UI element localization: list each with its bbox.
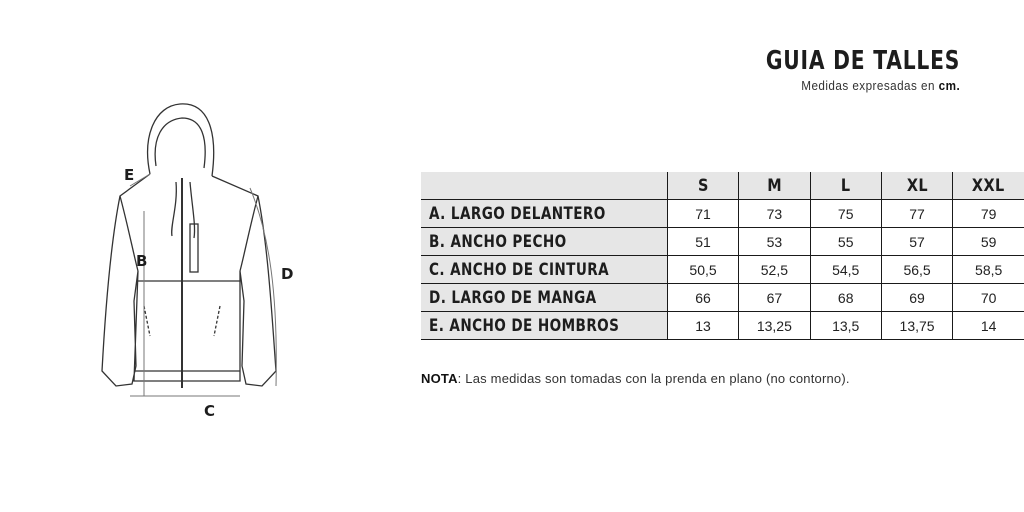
size-header-xxl: XXL: [953, 172, 1024, 200]
table-cell: 13,5: [810, 312, 881, 340]
note: [421, 371, 850, 386]
row-label: C. ANCHO DE CINTURA: [421, 256, 667, 284]
table-cell: 73: [739, 200, 811, 228]
table-cell: 57: [881, 228, 953, 256]
drawstring-left: [172, 182, 177, 236]
table-header-row: [421, 172, 1024, 200]
table-cell: 13: [667, 312, 738, 340]
table-cell: 51: [667, 228, 738, 256]
table-cell: 58,5: [953, 256, 1024, 284]
table-cell: 54,5: [810, 256, 881, 284]
note-prefix: NOTA: [421, 371, 458, 386]
label-e: E: [124, 166, 135, 184]
table-cell: 53: [739, 228, 811, 256]
table-cell: 77: [881, 200, 953, 228]
table-cell: 68: [810, 284, 881, 312]
table-row: [421, 312, 1024, 340]
row-label: B. ANCHO PECHO: [421, 228, 667, 256]
pocket-right: [214, 306, 220, 336]
armhole-right: [240, 196, 258, 271]
size-header-xl: XL: [881, 172, 953, 200]
page-subtitle: [736, 78, 960, 93]
table-cell: 69: [881, 284, 953, 312]
size-header-s: S: [667, 172, 738, 200]
label-b: B: [136, 252, 148, 270]
note-text: : Las medidas son tomadas con la prenda en plano (no contorno).: [457, 371, 850, 386]
table-cell: 71: [667, 200, 738, 228]
row-label: D. LARGO DE MANGA: [421, 284, 667, 312]
table-row: [421, 228, 1024, 256]
table-cell: 14: [953, 312, 1024, 340]
drawstring-right: [190, 182, 195, 238]
table-cell: 59: [953, 228, 1024, 256]
table-cell: 50,5: [667, 256, 738, 284]
hood-inner: [155, 118, 205, 168]
row-label: A. LARGO DELANTERO: [421, 200, 667, 228]
measure-sleeve: [250, 188, 276, 386]
page-header: [711, 46, 960, 93]
table-cell: 75: [810, 200, 881, 228]
label-d: D: [281, 265, 294, 283]
size-header-m: M: [739, 172, 811, 200]
hoodie-diagram: [100, 96, 310, 426]
body-outline: [102, 174, 276, 386]
table-row: [421, 256, 1024, 284]
subtitle-unit: cm.: [938, 78, 960, 93]
table-corner: [421, 172, 667, 200]
page-title: GUIA DE TALLES: [765, 46, 960, 76]
table-cell: 56,5: [881, 256, 953, 284]
size-table: [421, 172, 1024, 340]
size-header-l: L: [810, 172, 881, 200]
table-cell: 70: [953, 284, 1024, 312]
table-cell: 55: [810, 228, 881, 256]
table-cell: 79: [953, 200, 1024, 228]
table-cell: 13,25: [739, 312, 811, 340]
row-label: E. ANCHO DE HOMBROS: [421, 312, 667, 340]
table-row: [421, 284, 1024, 312]
pocket-left: [144, 306, 150, 336]
table-cell: 66: [667, 284, 738, 312]
table-cell: 13,75: [881, 312, 953, 340]
table-cell: 67: [739, 284, 811, 312]
label-c: C: [204, 402, 216, 420]
table-cell: 52,5: [739, 256, 811, 284]
table-row: [421, 200, 1024, 228]
subtitle-text: Medidas expresadas en: [801, 78, 939, 93]
